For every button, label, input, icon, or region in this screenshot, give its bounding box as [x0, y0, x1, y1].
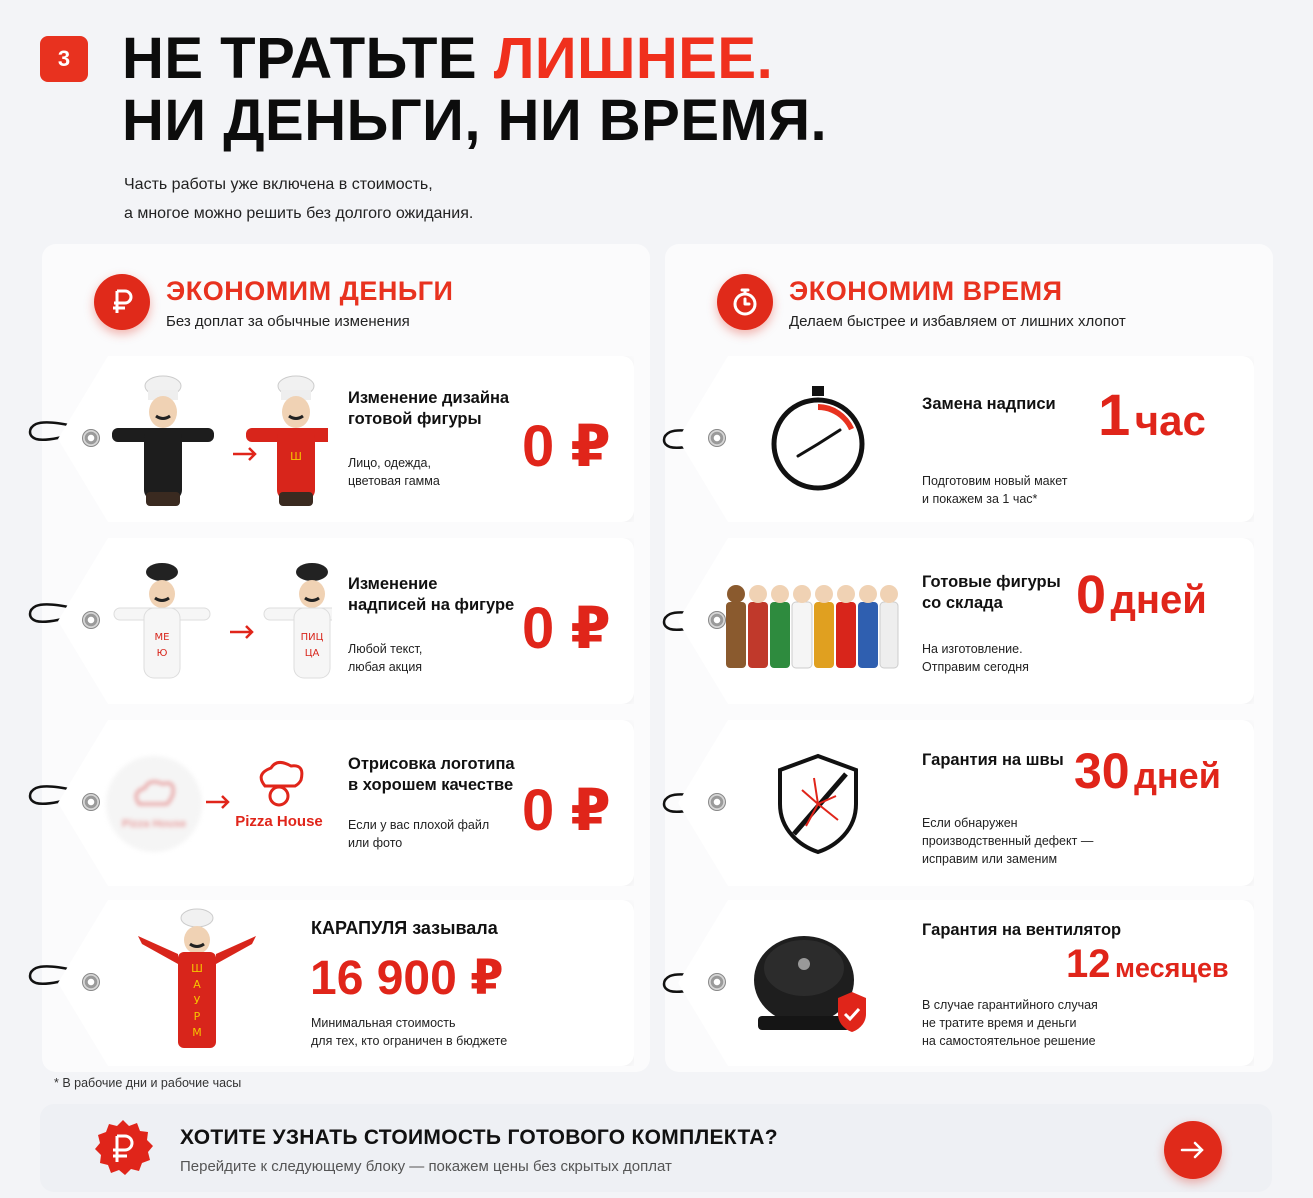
tag-title: КАРАПУЛЯ зазывала: [311, 918, 498, 938]
tag-desc-line1: Если у вас плохой файл: [348, 818, 490, 832]
price-value: 0 ₽: [522, 596, 611, 661]
blurred-logo-text: Pizza House: [121, 818, 187, 830]
shield-seam-icon: [774, 752, 862, 856]
time-panel-header: [717, 274, 1126, 330]
svg-text:Ю: Ю: [156, 648, 168, 659]
tag-desc-line3: на самостоятельное решение: [922, 1034, 1096, 1048]
tag-title-line1: Отрисовка логотипа: [348, 755, 515, 773]
money-tag-3: [28, 720, 634, 886]
tag-description: [348, 640, 422, 676]
tag-title: [348, 754, 515, 796]
svg-text:Ш: Ш: [290, 450, 302, 463]
tag-desc-line2: производственный дефект —: [922, 834, 1094, 848]
logo-text: Pizza House: [235, 813, 323, 830]
price-number: 30: [1074, 743, 1130, 799]
price-unit: дней: [1134, 755, 1221, 796]
price-number: 1: [1098, 383, 1131, 448]
money-tag-1: [28, 356, 634, 522]
svg-text:ПИЦ: ПИЦ: [300, 632, 324, 643]
tag-desc-line1: На изготовление.: [922, 642, 1023, 656]
tag-title-line1: Изменение: [348, 575, 438, 593]
tag-title-line1: Готовые фигуры: [922, 573, 1061, 591]
tag-desc-line1: Подготовим новый макет: [922, 474, 1068, 488]
tag-title-line1: Изменение дизайна: [348, 389, 510, 407]
tag-description: [348, 454, 440, 490]
cta-title: ХОТИТЕ УЗНАТЬ СТОИМОСТЬ ГОТОВОГО КОМПЛЕКТА?: [180, 1126, 778, 1149]
tag-desc-line1: В случае гарантийного случая: [922, 998, 1098, 1012]
chef-hat-logo-icon: [251, 760, 307, 808]
time-tag-2: [650, 538, 1254, 704]
price-unit: месяцев: [1114, 953, 1229, 983]
tag-desc-line2: любая акция: [348, 660, 423, 674]
price-value: [1066, 942, 1229, 987]
svg-text:Р: Р: [193, 1010, 201, 1023]
price-value: 0 ₽: [522, 778, 611, 843]
arrow-right-icon: [1180, 1140, 1206, 1160]
price-value: [1076, 564, 1207, 626]
tag-title: [348, 388, 509, 430]
arrow-right-icon: [204, 792, 234, 812]
time-tag-4: [650, 900, 1254, 1066]
tag-eyelet: [82, 611, 100, 629]
tag-title: Замена надписи: [922, 395, 1056, 413]
price-value: [1098, 382, 1206, 449]
tag-eyelet: [708, 793, 726, 811]
headline-accent: ЛИШНЕЕ.: [493, 26, 774, 91]
tag-desc-line2: или фото: [348, 836, 403, 850]
price-value: 0 ₽: [522, 414, 611, 479]
page-headline: [122, 28, 827, 152]
price-number: 0: [1076, 565, 1107, 625]
tag-title-line2: готовой фигуры: [348, 410, 482, 428]
pizza-house-logo: [234, 760, 324, 830]
stopwatch-image: [768, 382, 868, 498]
fan-blower-image: [748, 928, 878, 1044]
stopwatch-icon: [717, 274, 773, 330]
tag-description: [311, 1014, 507, 1050]
svg-text:Ш: Ш: [191, 962, 203, 975]
money-panel-title: ЭКОНОМИМ ДЕНЬГИ: [166, 276, 454, 306]
karapulya-figure: [132, 906, 262, 1056]
time-panel-title: ЭКОНОМИМ ВРЕМЯ: [789, 276, 1063, 306]
tag-desc-line1: Любой текст,: [348, 642, 423, 656]
tag-desc-line2: Отправим сегодня: [922, 660, 1029, 674]
cta-banner[interactable]: [40, 1104, 1272, 1192]
chef-figures-design-change: [108, 374, 328, 514]
chef-hat-logo-blurred: [129, 778, 179, 818]
chef-figures-text-change: [112, 560, 332, 690]
tag-description: [922, 814, 1093, 868]
svg-text:А: А: [193, 978, 201, 991]
section-number-badge: 3: [40, 36, 88, 82]
tag-title-line2: надписей на фигуре: [348, 596, 515, 614]
price-unit: час: [1134, 397, 1206, 444]
tag-desc-line2: не тратите время и деньги: [922, 1016, 1077, 1030]
warehouse-figures-group: [722, 574, 902, 674]
ruble-badge-icon: [92, 1118, 154, 1180]
price-number: 12: [1066, 942, 1111, 986]
tag-eyelet: [82, 793, 100, 811]
tag-description: [922, 996, 1098, 1050]
money-tag-4: [28, 900, 634, 1066]
page-subtitle: [124, 170, 473, 228]
tag-desc-line2: для тех, кто ограничен в бюджете: [311, 1034, 508, 1048]
blurry-logo: [106, 756, 202, 852]
price-unit: дней: [1110, 578, 1207, 622]
tag-eyelet: [82, 973, 100, 991]
svg-text:ЦА: ЦА: [304, 648, 320, 659]
subtitle-line1: Часть работы уже включена в стоимость,: [124, 176, 433, 193]
tag-desc-line2: и покажем за 1 час*: [922, 492, 1038, 506]
tag-eyelet: [708, 429, 726, 447]
tag-desc-line1: Минимальная стоимость: [311, 1016, 456, 1030]
svg-text:М: М: [192, 1026, 202, 1039]
tag-desc-line1: Лицо, одежда,: [348, 456, 431, 470]
footnote: * В рабочие дни и рабочие часы: [54, 1076, 242, 1090]
cta-subtitle: Перейдите к следующему блоку — покажем цены без скрытых доплат: [180, 1158, 672, 1175]
tag-description: [922, 640, 1029, 676]
tag-description: [348, 816, 489, 852]
subtitle-line2: а многое можно решить без долгого ожидания.: [124, 205, 474, 222]
tag-title: [922, 572, 1061, 614]
time-panel-subtitle: Делаем быстрее и избавляем от лишних хлопот: [789, 313, 1126, 330]
svg-text:МЕ: МЕ: [154, 632, 170, 643]
svg-text:У: У: [193, 994, 201, 1007]
headline-line2: НИ ДЕНЬГИ, НИ ВРЕМЯ.: [122, 88, 828, 153]
tag-title: Гарантия на швы: [922, 751, 1064, 769]
price-value: [1074, 742, 1221, 800]
cta-next-button[interactable]: [1164, 1121, 1222, 1179]
price-value: 16 900 ₽: [310, 952, 504, 1005]
tag-title-line2: со склада: [922, 594, 1003, 612]
tag-eyelet: [708, 973, 726, 991]
time-tag-1: [650, 356, 1254, 522]
headline-line1: НЕ ТРАТЬТЕ: [122, 26, 494, 91]
money-panel-subtitle: Без доплат за обычные изменения: [166, 313, 410, 330]
money-tag-2: [28, 538, 634, 704]
tag-title: [348, 574, 514, 616]
tag-title-line2: в хорошем качестве: [348, 776, 514, 794]
tag-eyelet: [82, 429, 100, 447]
ruble-icon: [94, 274, 150, 330]
money-panel-header: [94, 274, 453, 330]
tag-desc-line1: Если обнаружен: [922, 816, 1018, 830]
tag-desc-line2: цветовая гамма: [348, 474, 440, 488]
tag-description: [922, 472, 1068, 508]
time-tag-3: [650, 720, 1254, 886]
tag-desc-line3: исправим или заменим: [922, 852, 1058, 866]
tag-title: Гарантия на вентилятор: [922, 921, 1122, 939]
